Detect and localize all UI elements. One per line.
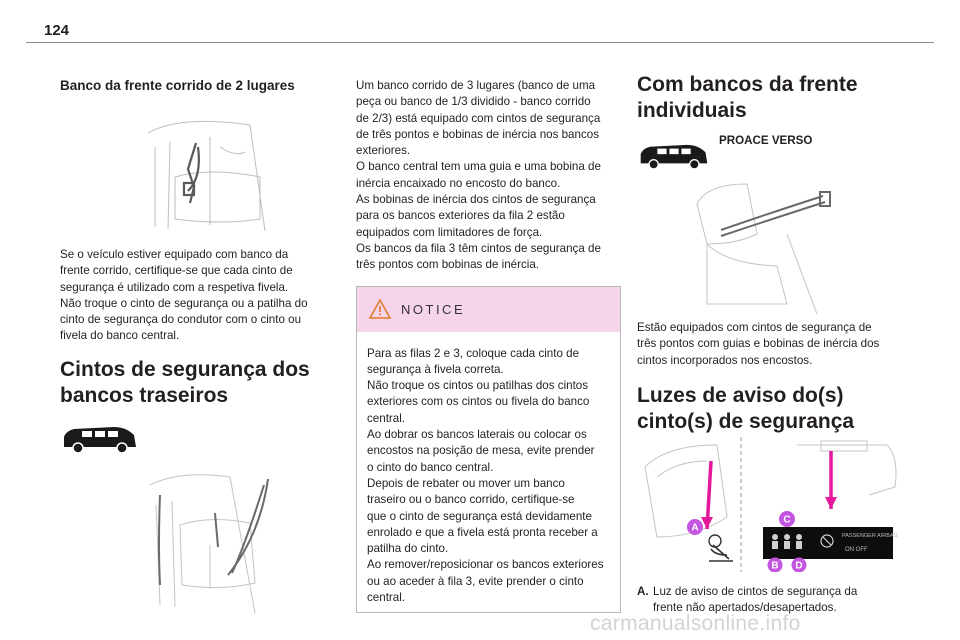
watermark: carmanualsonline.info bbox=[590, 612, 801, 635]
notice-line: Ao dobrar os bancos laterais ou colocar os bbox=[367, 428, 587, 442]
notice-line: enrolado e que a fivela está pronta receber a bbox=[367, 525, 598, 539]
individual-seat-illustration bbox=[637, 174, 907, 314]
rear-bench-line: de três pontos e bobinas de inércia nos bancos bbox=[356, 127, 599, 141]
section-title-rear-seatbelts: bancos traseiros bbox=[60, 383, 229, 407]
svg-text:A: A bbox=[691, 522, 699, 534]
rear-bench-line: O banco central tem uma guia e uma bobina de bbox=[356, 160, 601, 174]
rear-bench-line: inércia encaixado no encosto do banco. bbox=[356, 176, 561, 190]
notice-line: exteriores com os cintos ou fivela do banco bbox=[367, 395, 590, 409]
notice-box bbox=[356, 286, 621, 614]
notice-line: ou ao aceder à fila 3, evite prender o cinto bbox=[367, 574, 584, 588]
column-1 bbox=[60, 64, 345, 615]
rear-bench-line: para os bancos exteriores da fila 2 estão bbox=[356, 209, 565, 223]
svg-text:B: B bbox=[771, 560, 779, 572]
warning-lights-illustration bbox=[637, 437, 907, 572]
label-A bbox=[687, 519, 703, 535]
notice-header bbox=[357, 287, 620, 332]
rear-bench-line: de 2/3) está equipado com cintos de segurança bbox=[356, 111, 601, 125]
section-title-individual-seats: Com bancos da frente bbox=[637, 73, 858, 96]
notice-line: Não troque os cintos ou patilhas dos cintos bbox=[367, 379, 589, 393]
rear-bench-line: peça ou banco de 1/3 dividido - banco corrido bbox=[356, 95, 591, 109]
rear-bench-line: As bobinas de inércia dos cintos de segurança bbox=[356, 193, 596, 207]
warning-triangle-icon bbox=[369, 299, 391, 319]
notice-line: central. bbox=[367, 591, 406, 605]
notice-line: Para as filas 2 e 3, coloque cada cinto de bbox=[367, 346, 580, 360]
model-name: PROACE VERSO bbox=[719, 134, 813, 147]
label-B bbox=[768, 557, 783, 572]
front-bench-line: fivela do banco central. bbox=[60, 329, 180, 343]
notice-line: Ao remover/reposicionar os bancos exteriores bbox=[367, 558, 604, 572]
airbag-panel-text: PASSENGER AIRBAG bbox=[842, 532, 898, 539]
page-number: 124 bbox=[44, 22, 70, 39]
front-bench-seatbelt-illustration bbox=[60, 107, 345, 237]
rear-bench-line: Um banco corrido de 3 lugares (banco de uma bbox=[356, 79, 596, 92]
legend-key: A. bbox=[637, 584, 649, 598]
notice-line: encostos na posição de mesa, evite prender bbox=[367, 444, 595, 458]
individual-seats-line: três pontos com guias e bobinas de inércia dos bbox=[637, 337, 880, 351]
svg-text:C: C bbox=[783, 514, 791, 526]
label-C bbox=[779, 511, 795, 527]
notice-line: segurança à fivela correta. bbox=[367, 362, 504, 376]
front-bench-line: segurança é utilizado com a respetiva fivela. bbox=[60, 280, 289, 294]
rear-bench-line: equipados com limitadores de força. bbox=[356, 225, 543, 239]
rear-bench-line: exteriores. bbox=[356, 144, 411, 158]
notice-label: NOTICE bbox=[401, 301, 466, 317]
notice-line: que o cinto de segurança está devidamente bbox=[367, 509, 592, 523]
van-icon bbox=[60, 423, 140, 455]
legend-line: Luz de aviso de cintos de segurança da bbox=[653, 584, 858, 598]
onoff-panel-text: ON OFF bbox=[845, 546, 868, 553]
label-D bbox=[792, 557, 807, 572]
notice-body bbox=[357, 332, 620, 613]
legend-line: frente não apertados/desapertados. bbox=[653, 600, 837, 614]
notice-line: o cinto do banco central. bbox=[367, 460, 494, 474]
column-2 bbox=[356, 78, 621, 613]
svg-text:D: D bbox=[795, 560, 803, 572]
section-heading-front-bench: Banco da frente corrido de 2 lugares bbox=[60, 78, 295, 93]
rear-bench-line: três pontos com bobinas de inércia. bbox=[356, 258, 540, 272]
rear-bench-line: Os bancos da fila 3 têm cintos de segurança de bbox=[356, 241, 601, 255]
section-title-individual-seats: individuais bbox=[637, 99, 747, 122]
front-bench-line: cinto de segurança do condutor com o cinto ou bbox=[60, 313, 302, 327]
front-bench-line: Se o veículo estiver equipado com banco da bbox=[60, 248, 289, 261]
notice-line: traseiro ou o banco corrido, certifique-se bbox=[367, 493, 575, 507]
notice-line: patilha do cinto. bbox=[367, 542, 449, 556]
van-icon bbox=[637, 140, 711, 172]
notice-line: central. bbox=[367, 411, 406, 425]
rear-bench-seatbelt-illustration bbox=[60, 465, 345, 615]
column-3 bbox=[637, 72, 907, 616]
section-title-warning-lights: cinto(s) de segurança bbox=[637, 409, 855, 433]
seatbelt-warning-icon bbox=[709, 535, 733, 561]
individual-seats-line: Estão equipados com cintos de segurança de bbox=[637, 321, 872, 334]
section-title-warning-lights: Luzes de aviso do(s) bbox=[637, 383, 844, 407]
front-bench-line: Não troque o cinto de segurança ou a patilha do bbox=[60, 296, 308, 310]
individual-seats-line: cintos incorporados nos encostos. bbox=[637, 353, 813, 367]
top-rule bbox=[26, 42, 934, 43]
front-bench-line: frente corrido, certifique-se que cada cinto de bbox=[60, 264, 293, 278]
section-title-rear-seatbelts: Cintos de segurança dos bbox=[60, 357, 310, 381]
notice-line: Depois de rebater ou mover um banco bbox=[367, 476, 565, 490]
